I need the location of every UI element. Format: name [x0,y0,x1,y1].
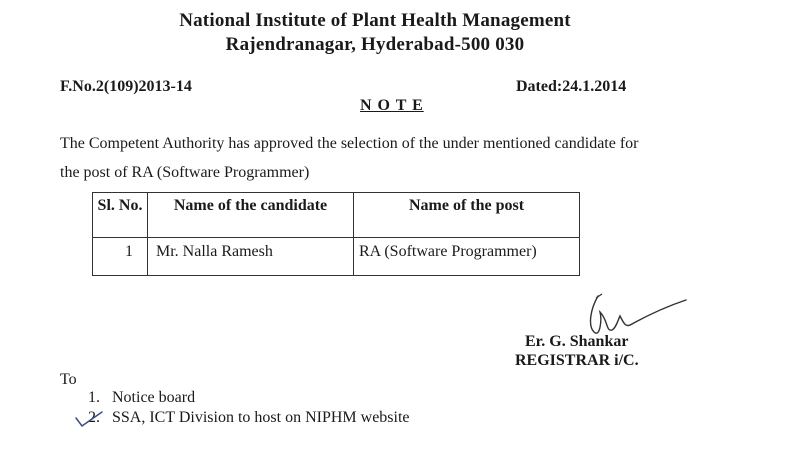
dated: Dated:24.1.2014 [516,78,627,95]
signatory-name: Er. G. Shankar [525,333,629,350]
institute-address: Rajendranagar, Hyderabad-500 030 [225,34,525,55]
to-label: To [60,371,77,388]
cell-post: RA (Software Programmer) [354,238,580,276]
body-line-2: the post of RA (Software Programmer) [60,164,310,181]
list-item-text: Notice board [112,389,196,406]
header-sl-no [93,193,148,238]
cell-candidate: Mr. Nalla Ramesh [148,238,354,276]
signatory-designation: REGISTRAR i/C. [515,352,639,369]
list-item-text: SSA, ICT Division to host on NIPHM website [112,409,410,426]
list-item-number: 2. [88,409,100,426]
header-candidate-name: Name of the candidate [148,193,354,238]
note-title: N O T E [360,97,424,114]
table-header-row [93,193,580,238]
cell-sl: 1 [93,238,148,276]
institute-name: National Institute of Plant Health Management [179,10,571,31]
file-number: F.No.2(109)2013-14 [60,78,192,95]
distribution-list [88,389,410,429]
table-row [93,238,580,276]
body-line-1: The Competent Authority has approved the selection of the under mentioned candidate for [60,135,639,152]
header-post-name: Name of the post [354,193,580,238]
list-item [88,389,410,409]
list-item [88,409,410,429]
list-item-number: 1. [88,389,100,406]
tick-mark-icon [74,410,104,430]
candidate-table [92,192,580,276]
header-sl-no-label: Sl. No. [97,197,143,214]
